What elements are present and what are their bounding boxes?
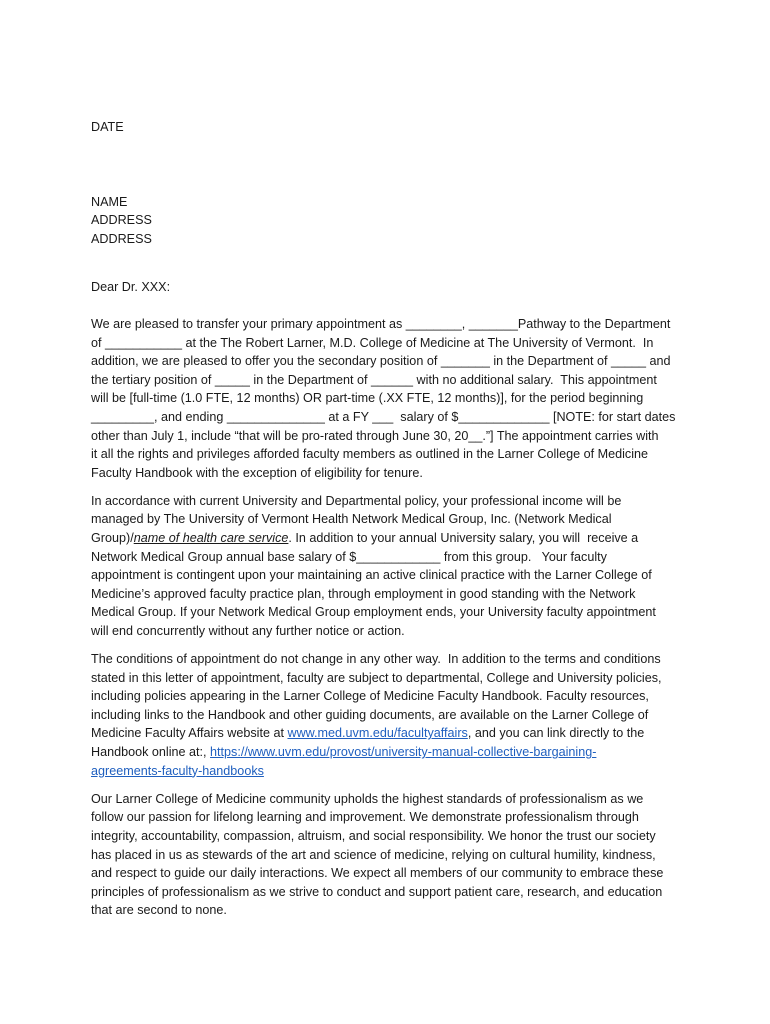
text-segment: , and you can link directly to the: [467, 726, 645, 741]
faculty-affairs-link[interactable]: www.med.uvm.edu/facultyaffairs: [287, 726, 468, 741]
paragraph-appointment: [91, 315, 683, 482]
recipient-block: [91, 193, 683, 249]
paragraph-line: [91, 762, 683, 781]
paragraph-line: it all the rights and privileges afforded faculty members as outlined in the Larner College of Medicine: [91, 447, 648, 462]
paragraph-line: In accordance with current University and Departmental policy, your professional income will be: [91, 493, 622, 508]
paragraph-income: [91, 492, 683, 641]
paragraph-line: Faculty Handbook with the exception of eligibility for tenure.: [91, 465, 423, 480]
paragraph-line: integrity, accountability, compassion, altruism, and social responsibility. We honor the trust our society: [91, 828, 656, 843]
handbook-link[interactable]: https://www.uvm.edu/provost/university-manual-collective-bargaining-: [210, 745, 597, 760]
paragraph-line: follow our passion for lifelong learning and improvement. We demonstrate professionalism through: [91, 810, 639, 825]
text-segment: Handbook online at:,: [91, 745, 211, 760]
paragraph-line: including links to the Handbook and other guiding documents, are available on the Larner College of: [91, 707, 649, 722]
salutation: Dear Dr. XXX:: [91, 280, 171, 295]
paragraph-line: of ___________ at the The Robert Larner, M.D. College of Medicine at The University of Vermont. In: [91, 335, 654, 350]
recipient-address-line-1: ADDRESS: [91, 213, 152, 228]
paragraph-line: [91, 743, 683, 762]
paragraph-line: Our Larner College of Medicine community upholds the highest standards of professionalism as we: [91, 791, 644, 806]
paragraph-line: and respect to guide our daily interactions. We expect all members of our community to embrace these: [91, 866, 664, 881]
letter-date: DATE: [91, 120, 124, 134]
paragraph-line: will end concurrently without any further notice or action.: [91, 623, 405, 638]
paragraph-conditions: [91, 650, 683, 780]
text-segment: Medicine Faculty Affairs website at: [91, 726, 288, 741]
paragraph-line: We are pleased to transfer your primary appointment as ________, _______Pathway to the Department: [91, 316, 671, 331]
text-segment: Group)/: [91, 531, 134, 545]
paragraph-line: has placed in us as stewards of the art and science of medicine, relying on cultural humility, kindness,: [91, 847, 656, 862]
health-care-service-placeholder: name of health care service: [133, 531, 289, 545]
paragraph-line: Network Medical Group annual base salary of $____________ from this group. Your faculty: [91, 549, 607, 564]
paragraph-line: [91, 724, 683, 743]
paragraph-line: stated in this letter of appointment, faculty are subject to departmental, College and University policies,: [91, 670, 662, 685]
paragraph-line: principles of professionalism as we strive to conduct and support patient care, research, and education: [91, 884, 663, 899]
paragraph-line: The conditions of appointment do not change in any other way. In addition to the terms and conditions: [91, 652, 661, 667]
paragraph-line: addition, we are pleased to offer you the secondary position of _______ in the Department of _____ and: [91, 354, 671, 369]
paragraph-line: Medicine’s approved faculty practice plan, through employment in good standing with the Network: [91, 586, 636, 601]
handbook-link-continued[interactable]: agreements-faculty-handbooks: [91, 763, 264, 778]
paragraph-line: managed by The University of Vermont Health Network Medical Group, Inc. (Network Medical: [91, 512, 612, 527]
paragraph-professionalism: [91, 790, 683, 920]
paragraph-line: that are second to none.: [91, 903, 227, 918]
letter-body: [91, 118, 683, 929]
paragraph-line: Medical Group. If your Network Medical Group employment ends, your University faculty appointment: [91, 605, 656, 620]
text-segment: . In addition to your annual University salary, you will receive a: [288, 531, 639, 545]
paragraph-line: [91, 529, 683, 548]
paragraph-line: including policies appearing in the Larner College of Medicine Faculty Handbook. Faculty resources,: [91, 689, 649, 704]
paragraph-line: appointment is contingent upon your maintaining an active clinical practice with the Larner College of: [91, 568, 652, 583]
paragraph-line: will be [full-time (1.0 FTE, 12 months) OR part-time (.XX FTE, 12 months)], for the period beginning: [91, 391, 644, 406]
paragraph-line: the tertiary position of _____ in the Department of ______ with no additional salary. This appointment: [91, 372, 657, 387]
recipient-name: NAME: [91, 194, 128, 209]
recipient-address-line-2: ADDRESS: [91, 231, 152, 246]
paragraph-line: other than July 1, include “that will be pro-rated through June 30, 20__.”] The appointment carries with: [91, 428, 659, 443]
paragraph-line: _________, and ending ______________ at a FY ___ salary of $_____________ [NOTE: for start dates: [91, 409, 676, 424]
